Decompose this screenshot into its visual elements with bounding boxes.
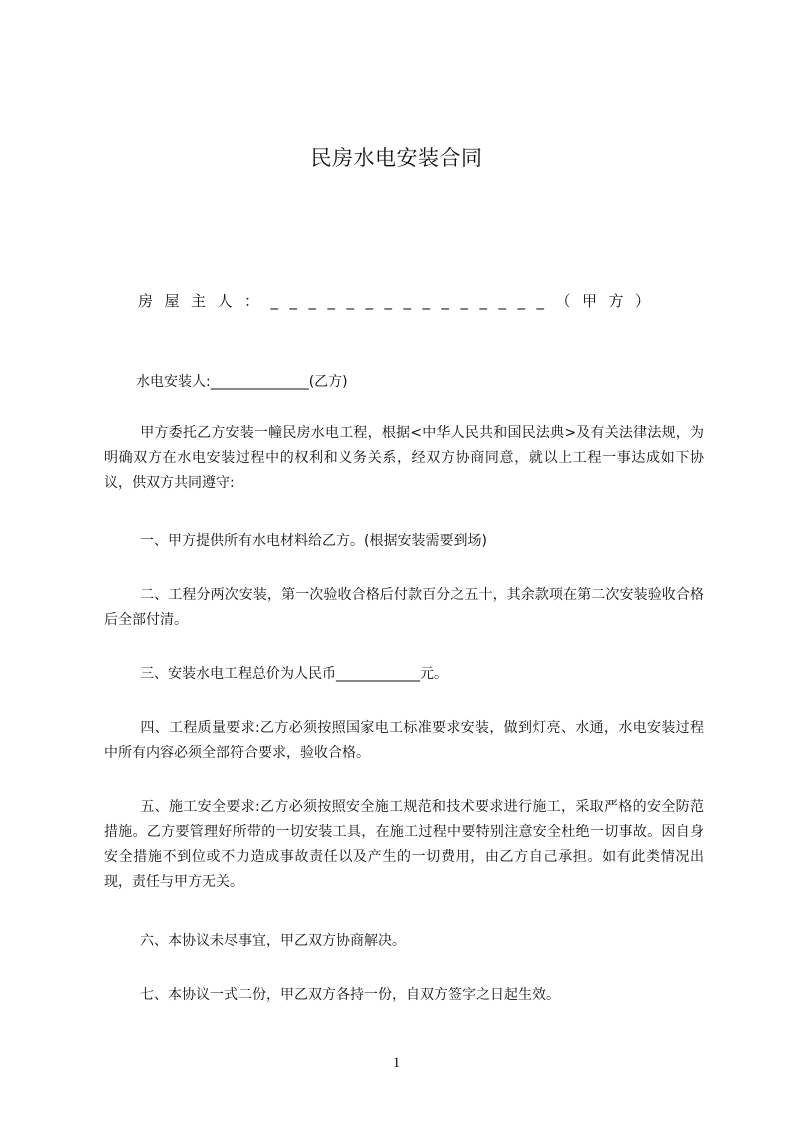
clause-2 bbox=[104, 583, 704, 633]
intro-text: 甲方委托乙方安装一幢民房水电工程，根据<中华人民共和国民法典>及有关法律法规，为明确双方在水电安装过程中的权利和义务关系，经双方协商同意，就以上工程一事达成如下协议，供双方共同遵守: bbox=[104, 425, 704, 491]
page-number: 1 bbox=[392, 1055, 401, 1071]
clause-4 bbox=[104, 716, 704, 766]
contract-title: 民房水电安装合同 bbox=[310, 146, 483, 170]
clause-3 bbox=[104, 662, 704, 687]
clause-6 bbox=[104, 929, 704, 954]
intro-paragraph bbox=[104, 421, 704, 496]
clause-1 bbox=[104, 529, 704, 554]
clause-3-text: 三、安装水电工程总价为人民币____________元。 bbox=[140, 666, 448, 682]
clause-5-text: 五、施工安全要求:乙方必须按照安全施工规范和技术要求进行施工，采取严格的安全防范措施。乙方要管理好所带的一切安装工具，在施工过程中要特别注意安全杜绝一切事故。因自身安全措施不到位或不力造成事故责任以及产生的一切费用，由乙方自己承担。如有此类情况出现，责任与甲方无关。 bbox=[104, 799, 704, 890]
clause-5 bbox=[104, 795, 704, 895]
clause-2-text: 二、工程分两次安装，第一次验收合格后付款百分之五十，其余款项在第二次安装验收合格后全部付清。 bbox=[104, 587, 704, 628]
clause-6-text: 六、本协议未尽事宜，甲乙双方协商解决。 bbox=[140, 933, 406, 949]
clause-1-text: 一、甲方提供所有水电材料给乙方。(根据安装需要到场) bbox=[140, 533, 487, 549]
installer-party-line: 水电安装人:______________(乙方) bbox=[136, 374, 348, 390]
clause-7-text: 七、本协议一式二份，甲乙双方各持一份，自双方签字之日起生效。 bbox=[140, 987, 560, 1003]
clause-4-text: 四、工程质量要求:乙方必须按照国家电工标准要求安装，做到灯亮、水通，水电安装过程中所有内容必须全部符合要求，验收合格。 bbox=[104, 720, 704, 761]
clause-7 bbox=[104, 983, 704, 1008]
owner-party-line: 房屋主人：_______________（甲方） bbox=[138, 292, 662, 310]
